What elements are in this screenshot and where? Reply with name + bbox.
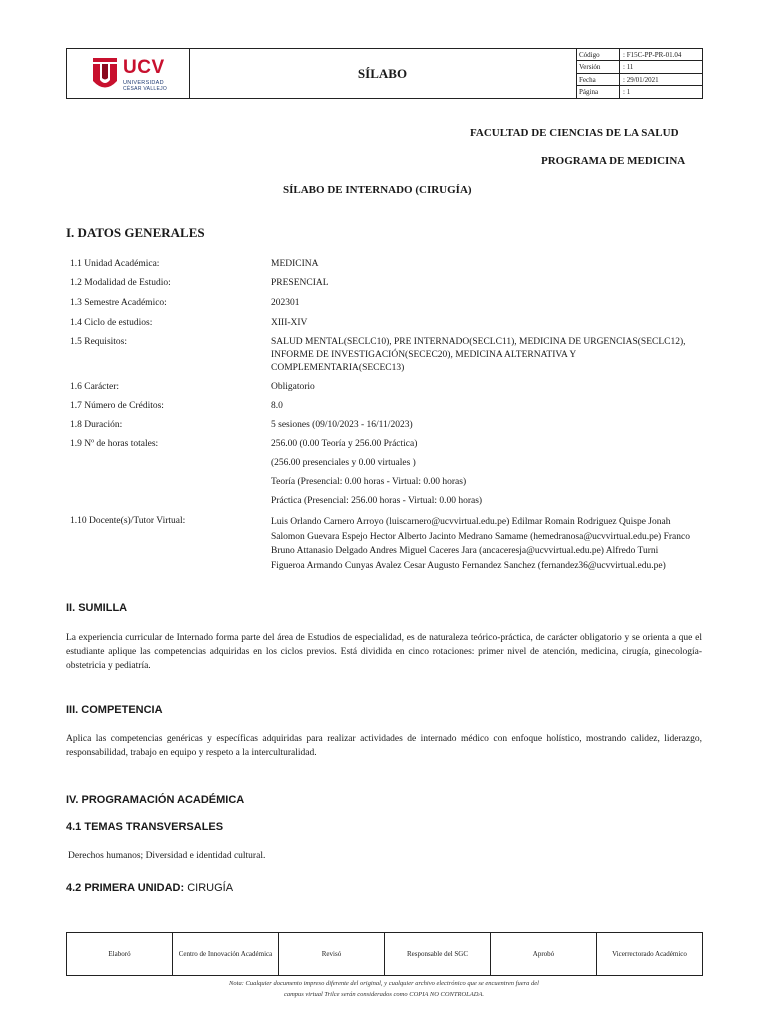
meta-row-version [576,61,702,73]
dg-value: 256.00 (0.00 Teoría y 256.00 Práctica) [271,439,418,449]
dg-label: 1.7 Número de Créditos: [70,401,164,411]
logo-wordmark: UCV [123,57,165,78]
dg-label: 1.6 Carácter: [70,382,120,392]
dg-label: 1.8 Duración: [70,420,123,430]
dg-label: 1.9 Nº de horas totales: [70,439,159,449]
footer-note [150,978,618,1000]
meta-value: : 29/01/2021 [623,75,659,84]
program-heading: PROGRAMA DE MEDICINA [541,155,686,167]
logo-subtitle-1: UNIVERSIDAD [123,80,164,86]
meta-value: : F15C-PP-PR-01.04 [623,51,682,59]
dg-value: 8.0 [271,401,283,411]
approval-cell: Elaboró [67,933,173,975]
dg-value: XIII-XIV [271,318,308,328]
temas-text: Derechos humanos; Diversidad e identidad cultural. [68,851,266,861]
meta-value: : 11 [623,63,634,72]
ucv-shield-icon [91,56,119,90]
dg-label: 1.2 Modalidad de Estudio: [70,278,171,288]
dg-value: Teoría (Presencial: 0.00 horas - Virtual: 0.00 horas) [271,477,467,487]
dg-value: Obligatorio [271,382,315,392]
approval-cell: Responsable del SGC [385,933,491,975]
logo-cell [67,49,190,98]
approval-cell: Centro de Innovación Académica [173,933,279,975]
dg-value: Práctica (Presencial: 256.00 horas - Virtual: 0.00 horas) [271,496,483,506]
approval-cell: Vicerrectorado Académico [612,950,687,958]
unidad-label: 4.2 PRIMERA UNIDAD: [66,882,185,894]
dg-label: 1.4 Ciclo de estudios: [70,318,153,328]
dg-value: PRESENCIAL [271,278,329,288]
approval-table [66,932,703,976]
dg-value: (256.00 presenciales y 0.00 virtuales ) [271,458,416,468]
meta-value: : 1 [623,87,631,96]
logo-subtitle-2: CÉSAR VALLEJO [123,86,168,92]
dg-value: MEDICINA [271,259,319,269]
unidad-value: CIRUGÍA [187,882,234,894]
footer-note-line-1: Nota: Cualquier documento impreso diferente del original, y cualquier archivo electrónico que se encuentren fuera del [229,980,539,987]
dg-value: 202301 [271,298,300,308]
document-title: SÍLABO [189,49,577,98]
meta-key: Fecha [576,74,620,85]
faculty-heading: FACULTAD DE CIENCIAS DE LA SALUD [470,127,679,139]
dg-value: SALUD MENTAL(SECLC10), PRE INTERNADO(SECLC11), MEDICINA DE URGENCIAS(SECLC12), INFORME DE INVESTIGACIÓN(SECEC20), MEDICINA ALTERNATIVA Y COMPLEMENTARIA(SECEC13) [271,337,686,373]
meta-key: Versión [576,61,620,72]
dg-label: 1.1 Unidad Académica: [70,259,160,269]
meta-key: Código [576,49,620,60]
document-header [66,48,703,99]
meta-row-page [576,86,702,98]
competencia-text: Aplica las competencias genéricas y específicas adquiridas para realizar actividades de internado médico con enfoque holístico, mostrando calidez, liderazgo, responsabilidad, trabajo en equipo y respeto a la interculturalidad. [66,734,702,758]
section-competencia: III. COMPETENCIA [66,704,163,716]
syllabus-title: SÍLABO DE INTERNADO (CIRUGÍA) [283,184,472,196]
dg-label: 1.5 Requisitos: [70,337,128,347]
section-datos-generales: I. DATOS GENERALES [66,225,205,240]
dg-value-docentes: Luis Orlando Carnero Arroyo (luiscarnero@ucvvirtual.edu.pe) Edilmar Romain Rodriguez Quispe Jonah Salomon Guevara Espejo Hector Alberto Jacinto Medrano Samame (hemedranosa@ucvvirtual.edu.pe) Franco Bruno Attanasio Delgado Andres Miguel Caceres Jara (ancaceresja@ucvvirtual.edu.pe) Alfredo Turni Figueroa Armando Cunyas Avalez Cesar Augusto Fernandez Sanchez (fernandez36@ucvvirtual.edu.pe) [271,517,690,571]
section-programacion: IV. PROGRAMACIÓN ACADÉMICA [66,794,245,806]
ucv-logo [91,56,181,92]
meta-row-code [576,49,702,61]
footer-note-line-2: campus virtual Trilce serán considerados como COPIA NO CONTROLADA. [283,991,485,998]
dg-label: 1.3 Semestre Académico: [70,298,167,308]
approval-cell: Aprobó [491,933,597,975]
meta-row-date [576,74,702,86]
meta-key: Página [576,86,620,98]
dg-value: 5 sesiones (09/10/2023 - 16/11/2023) [271,420,413,430]
section-temas: 4.1 TEMAS TRANSVERSALES [66,821,224,833]
sumilla-text: La experiencia curricular de Internado forma parte del área de Estudios de especialidad, es de naturaleza teórico-práctica, de carácter obligatorio y se orienta a que el estudiante aplique las competencias adquiridas en los ciclos previos. Está dividida en cinco rotaciones: primer nivel de atención, medicina, cirugía, ginecología-obstetricia y pediatría. [66,633,702,671]
document-meta [576,49,702,98]
approval-cell: Revisó [279,933,385,975]
dg-label: 1.10 Docente(s)/Tutor Virtual: [70,516,186,526]
section-sumilla: II. SUMILLA [66,602,128,614]
unidad-heading [66,882,233,894]
